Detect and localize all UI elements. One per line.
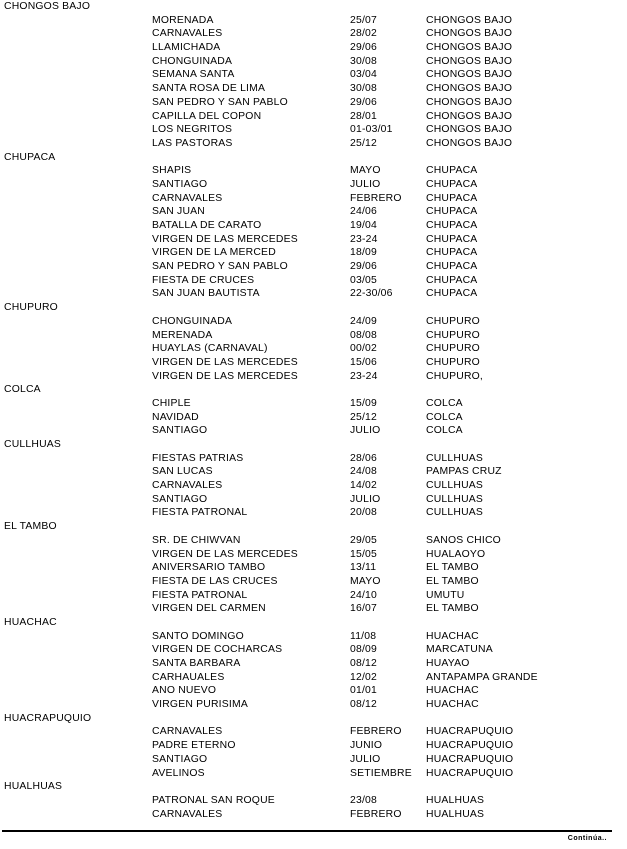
festival-place: CHUPACA	[426, 274, 478, 286]
festival-date: 15/05	[350, 548, 378, 560]
festival-name: FIESTA PATRONAL	[152, 507, 248, 519]
festival-name: ANO NUEVO	[152, 685, 217, 697]
festival-place: CULLHUAS	[426, 452, 484, 464]
festival-place: EL TAMBO	[426, 575, 479, 587]
district-section	[0, 301, 627, 383]
festival-row	[0, 411, 627, 425]
festival-row	[0, 643, 627, 657]
festival-row	[0, 370, 627, 384]
festival-place: CHUPACA	[426, 206, 478, 218]
district-section	[0, 616, 627, 712]
festival-place: CULLHUAS	[426, 507, 484, 519]
district-section	[0, 520, 627, 616]
festival-name: FIESTA DE CRUCES	[152, 274, 255, 286]
festival-name: VIRGEN DE LAS MERCEDES	[152, 233, 298, 245]
festival-row	[0, 698, 627, 712]
festival-name: SAN PEDRO Y SAN PABLO	[152, 261, 288, 273]
festival-name: FIESTA PATRONAL	[152, 589, 248, 601]
festival-row	[0, 753, 627, 767]
festival-name: SANTIAGO	[152, 425, 208, 437]
festival-row	[0, 356, 627, 370]
festival-name: CARNAVALES	[152, 28, 223, 40]
festival-name: CHIPLE	[152, 397, 191, 409]
festival-place: CHUPURO,	[426, 370, 484, 382]
festival-row	[0, 479, 627, 493]
festival-date: MAYO	[350, 165, 381, 177]
festival-place: CHUPURO	[426, 315, 480, 327]
festival-place: COLCA	[426, 425, 463, 437]
festival-place: CHONGOS BAJO	[426, 110, 513, 122]
festival-place: CHONGOS BAJO	[426, 124, 513, 136]
festival-date: 01/01	[350, 685, 378, 697]
festival-date: 08/09	[350, 644, 378, 656]
district-title: CHONGOS BAJO	[4, 1, 91, 12]
festival-name: CAPILLA DEL COPON	[152, 110, 262, 122]
district-title: COLCA	[4, 384, 41, 396]
festival-place: ANTAPAMPA GRANDE	[426, 671, 538, 683]
festival-name: ANIVERSARIO TAMBO	[152, 562, 266, 574]
festival-row	[0, 315, 627, 329]
festival-date: 28/02	[350, 28, 378, 40]
festival-name: SAN PEDRO Y SAN PABLO	[152, 96, 288, 108]
festival-name: SANTO DOMINGO	[152, 630, 244, 642]
festival-date: 29/05	[350, 534, 378, 546]
festival-date: 03/04	[350, 69, 378, 81]
festival-place: CHONGOS BAJO	[426, 28, 513, 40]
festival-row	[0, 808, 627, 822]
festival-date: FEBRERO	[350, 192, 402, 204]
festival-place: EL TAMBO	[426, 562, 479, 574]
festival-place: HUACRAPUQUIO	[426, 753, 514, 765]
festival-place: PAMPAS CRUZ	[426, 466, 502, 478]
festival-row	[0, 534, 627, 548]
festival-place: CHONGOS BAJO	[426, 83, 513, 95]
festival-row	[0, 110, 627, 124]
festival-date: JULIO	[350, 178, 381, 190]
district-title: EL TAMBO	[4, 521, 57, 533]
festival-name: CARNAVALES	[152, 480, 223, 492]
festival-name: LAS PASTORAS	[152, 137, 233, 149]
festival-place: COLCA	[426, 397, 463, 409]
festival-place: HUACHAC	[426, 630, 479, 642]
district-section	[0, 712, 627, 780]
festival-name: SANTA BARBARA	[152, 658, 241, 669]
festival-date: JULIO	[350, 753, 381, 765]
festival-row	[0, 137, 627, 151]
festival-date: 11/08	[350, 630, 377, 642]
festival-place: EL TAMBO	[426, 603, 479, 615]
festival-date: 19/04	[350, 220, 378, 231]
festival-row	[0, 452, 627, 466]
festival-name: CHONGUINADA	[152, 55, 233, 67]
festival-name: SEMANA SANTA	[152, 69, 235, 81]
festival-date: 24/09	[350, 315, 378, 327]
footer-rule	[2, 830, 612, 832]
festival-row	[0, 41, 627, 55]
festival-date: 29/06	[350, 261, 378, 273]
festival-row	[0, 68, 627, 82]
festival-row	[0, 329, 627, 343]
festival-row	[0, 342, 627, 356]
festival-row	[0, 725, 627, 739]
festival-date: 15/09	[350, 397, 378, 409]
festival-name: VIRGEN PURISIMA	[152, 699, 248, 711]
festival-place: CHUPACA	[426, 261, 478, 273]
festival-place: HUACRAPUQUIO	[426, 740, 514, 752]
festival-row	[0, 233, 627, 247]
festival-row	[0, 657, 627, 671]
festival-date: 24/10	[350, 589, 378, 601]
festival-name: CARNAVALES	[152, 192, 223, 204]
festival-place: CHUPURO	[426, 329, 480, 341]
festival-date: JULIO	[350, 425, 381, 437]
festival-name: AVELINOS	[152, 767, 205, 779]
festival-date: 22-30/06	[350, 288, 393, 300]
festival-date: 29/06	[350, 96, 378, 108]
festival-place: CHONGOS BAJO	[426, 42, 513, 54]
festival-date: 15/06	[350, 356, 378, 368]
festival-name: SANTIAGO	[152, 753, 208, 765]
festival-place: MARCATUNA	[426, 644, 493, 656]
festival-date: JUNIO	[350, 740, 383, 752]
festival-place: CHUPACA	[426, 165, 478, 177]
festival-place: HUAYAO	[426, 658, 470, 669]
festival-place: HUALHUAS	[426, 808, 485, 820]
festival-name: SAN JUAN BAUTISTA	[152, 288, 260, 300]
festival-place: CHUPACA	[426, 233, 478, 245]
district-section	[0, 0, 627, 151]
festival-name: CARNAVALES	[152, 726, 223, 738]
festival-row	[0, 27, 627, 41]
festival-name: NAVIDAD	[152, 411, 199, 423]
festival-date: 28/06	[350, 452, 378, 464]
festival-date: 18/09	[350, 247, 378, 259]
festival-name: SANTIAGO	[152, 493, 208, 505]
festival-place: UMUTU	[426, 589, 465, 601]
festival-place: HUALHUAS	[426, 794, 485, 806]
festival-place: CHONGOS BAJO	[426, 55, 513, 67]
festival-date: 28/01	[350, 110, 378, 122]
festival-place: CHUPACA	[426, 247, 478, 259]
festival-name: SAN JUAN	[152, 206, 205, 218]
festival-date: 12/02	[350, 671, 378, 683]
festival-place: CHONGOS BAJO	[426, 14, 513, 26]
festival-row	[0, 561, 627, 575]
festival-date: 25/12	[350, 137, 378, 149]
festival-name: VIRGEN DE COCHARCAS	[152, 644, 283, 656]
festival-date: 30/08	[350, 55, 378, 67]
festival-name: SANTA ROSA DE LIMA	[152, 83, 266, 95]
festival-name: MERENADA	[152, 329, 213, 341]
festival-date: 01-03/01	[350, 124, 393, 136]
festival-place: COLCA	[426, 411, 463, 423]
festival-row	[0, 178, 627, 192]
festival-row	[0, 630, 627, 644]
district-title: HUACHAC	[4, 616, 57, 628]
festival-row	[0, 575, 627, 589]
festival-row	[0, 739, 627, 753]
festival-row	[0, 205, 627, 219]
festival-date: 23/08	[350, 794, 378, 806]
festival-name: LOS NEGRITOS	[152, 124, 233, 136]
festival-date: 14/02	[350, 480, 378, 492]
festival-name: CARNAVALES	[152, 808, 223, 820]
festival-date: 13/11	[350, 562, 377, 574]
district-title: HUALHUAS	[4, 781, 63, 793]
festival-row	[0, 14, 627, 28]
festival-name: CARHAUALES	[152, 671, 225, 683]
festival-place: HUACHAC	[426, 699, 479, 711]
festival-place: HUACRAPUQUIO	[426, 726, 514, 738]
festival-row	[0, 397, 627, 411]
festival-row	[0, 123, 627, 137]
festival-row	[0, 96, 627, 110]
festival-place: CHUPURO	[426, 356, 480, 368]
festival-place: CHUPACA	[426, 288, 478, 300]
festival-date: 08/12	[350, 658, 378, 669]
festival-row	[0, 219, 627, 233]
festival-place: CHUPACA	[426, 220, 478, 231]
festival-name: HUAYLAS (CARNAVAL)	[152, 343, 268, 355]
festival-row	[0, 767, 627, 781]
festival-name: SANTIAGO	[152, 178, 208, 190]
festival-name: BATALLA DE CARATO	[152, 220, 262, 231]
festival-row	[0, 274, 627, 288]
festival-place: HUACHAC	[426, 685, 479, 697]
festival-date: 23-24	[350, 233, 378, 245]
festival-name: FIESTA DE LAS CRUCES	[152, 575, 278, 587]
festival-place: CHUPURO	[426, 343, 480, 355]
festival-place: CHONGOS BAJO	[426, 137, 513, 149]
district-title: CULLHUAS	[4, 439, 62, 450]
festival-date: 30/08	[350, 83, 378, 95]
festival-row	[0, 55, 627, 69]
festival-date: 08/12	[350, 699, 378, 711]
festival-date: 23-24	[350, 370, 378, 382]
district-section	[0, 780, 627, 821]
festival-row	[0, 548, 627, 562]
festival-date: 25/12	[350, 411, 378, 423]
district-section	[0, 383, 627, 438]
festival-date: 24/08	[350, 466, 378, 478]
festival-row	[0, 493, 627, 507]
festival-name: VIRGEN DE LA MERCED	[152, 247, 276, 259]
festival-name: VIRGEN DEL CARMEN	[152, 603, 266, 615]
festival-row	[0, 589, 627, 603]
festival-place: CULLHUAS	[426, 480, 484, 492]
festival-date: 00/02	[350, 343, 378, 355]
district-title: HUACRAPUQUIO	[4, 712, 92, 724]
festival-name: MORENADA	[152, 14, 214, 26]
district-title: CHUPURO	[4, 302, 58, 314]
festival-row	[0, 260, 627, 274]
festival-date: 25/07	[350, 14, 378, 26]
festival-date: 29/06	[350, 42, 378, 54]
festival-date: MAYO	[350, 575, 381, 587]
festival-name: PADRE ETERNO	[152, 740, 236, 752]
festival-date: 24/06	[350, 206, 378, 218]
festival-date: JULIO	[350, 493, 381, 505]
festival-name: SAN LUCAS	[152, 466, 213, 478]
festival-name: VIRGEN DE LAS MERCEDES	[152, 370, 298, 382]
festival-name: FIESTAS PATRIAS	[152, 452, 244, 464]
festival-row	[0, 602, 627, 616]
festival-date: FEBRERO	[350, 808, 402, 820]
festival-date: 16/07	[350, 603, 378, 615]
festival-row	[0, 671, 627, 685]
festival-row	[0, 465, 627, 479]
festival-row	[0, 506, 627, 520]
festival-row	[0, 684, 627, 698]
festival-row	[0, 794, 627, 808]
festival-place: CHONGOS BAJO	[426, 96, 513, 108]
festival-date: 08/08	[350, 329, 378, 341]
festival-name: PATRONAL SAN ROQUE	[152, 794, 275, 806]
festival-place: HUACRAPUQUIO	[426, 767, 514, 779]
festival-place: CHONGOS BAJO	[426, 69, 513, 81]
festival-date: FEBRERO	[350, 726, 402, 738]
festival-place: CULLHUAS	[426, 493, 484, 505]
festival-row	[0, 164, 627, 178]
festival-row	[0, 424, 627, 438]
festival-name: LLAMICHADA	[152, 42, 221, 54]
festival-place: CHUPACA	[426, 178, 478, 190]
festival-name: SHAPIS	[152, 165, 192, 177]
festival-place: HUALAOYO	[426, 548, 486, 560]
festival-row	[0, 192, 627, 206]
festival-place: CHUPACA	[426, 192, 478, 204]
festival-name: VIRGEN DE LAS MERCEDES	[152, 356, 298, 368]
festival-date: 03/05	[350, 274, 378, 286]
festival-row	[0, 82, 627, 96]
district-title: CHUPACA	[4, 151, 56, 163]
festival-name: SR. DE CHIWVAN	[152, 534, 241, 546]
district-section	[0, 438, 627, 520]
festival-name: CHONGUINADA	[152, 315, 233, 327]
continue-note: Continúa..	[567, 835, 607, 842]
festival-name: VIRGEN DE LAS MERCEDES	[152, 548, 298, 560]
festival-date: 20/08	[350, 507, 378, 519]
festival-row	[0, 246, 627, 260]
festival-row	[0, 287, 627, 301]
festival-place: SANOS CHICO	[426, 534, 501, 546]
district-section	[0, 151, 627, 302]
festival-date: SETIEMBRE	[350, 767, 412, 779]
